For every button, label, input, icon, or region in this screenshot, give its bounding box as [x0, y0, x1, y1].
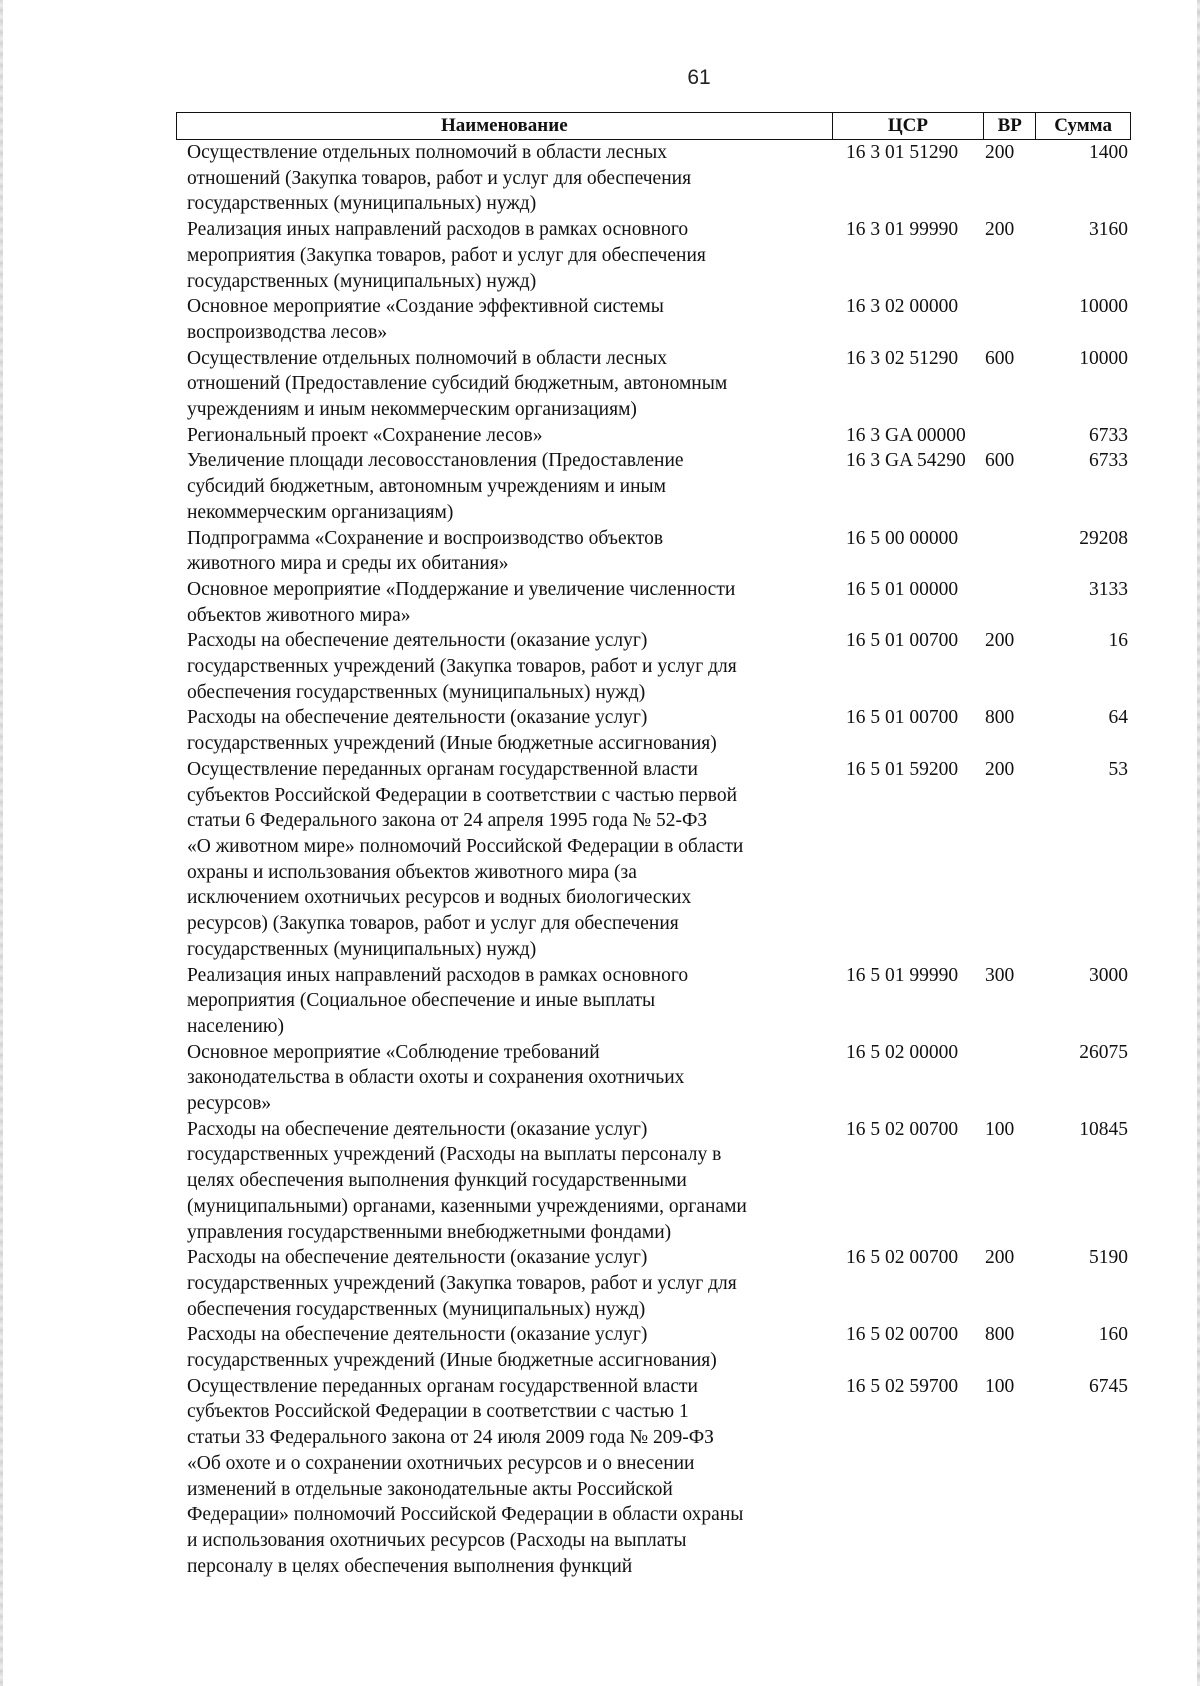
row-sum: 6733: [1089, 424, 1128, 446]
row-name-line: субъектов Российской Федерации в соответствии с частью 1: [187, 1401, 689, 1423]
row-name-line: охраны и использования объектов животного мира (за: [187, 861, 637, 883]
row-name-line: отношений (Закупка товаров, работ и услуг для обеспечения: [187, 167, 692, 189]
row-name-line: Расходы на обеспечение деятельности (оказание услуг): [187, 1118, 648, 1140]
row-name-line: статьи 6 Федерального закона от 24 апреля 1995 года № 52-ФЗ: [187, 810, 708, 832]
row-sum: 6745: [1089, 1375, 1128, 1397]
row-csr: 16 3 GA 54290: [846, 450, 966, 472]
row-name: [176, 1117, 832, 1246]
row-name-line: Осуществление переданных органам государственной власти: [187, 758, 698, 780]
table-row: [176, 346, 1131, 423]
row-sum: 10000: [1079, 347, 1128, 369]
row-name: [176, 1245, 832, 1322]
row-name-line: (муниципальными) органами, казенными учреждениями, органами: [187, 1195, 747, 1217]
row-name-line: мероприятия (Социальное обеспечение и иные выплаты: [187, 990, 656, 1012]
table-row: [176, 705, 1131, 756]
row-vr: 200: [985, 142, 1015, 163]
row-name-line: Основное мероприятие «Соблюдение требований: [187, 1041, 600, 1063]
row-sum: 26075: [1079, 1041, 1128, 1063]
row-name: [176, 577, 832, 628]
row-csr: 16 5 01 59200: [846, 758, 959, 780]
row-sum: 3133: [1089, 578, 1128, 600]
row-vr: 800: [985, 707, 1015, 729]
row-name: [176, 628, 832, 705]
row-vr: 100: [985, 1118, 1015, 1140]
row-name-line: отношений (Предоставление субсидий бюджетным, автономным: [187, 373, 728, 395]
row-vr: 100: [985, 1375, 1015, 1397]
row-sum: 5190: [1089, 1247, 1128, 1269]
row-name-line: учреждениям и иным некоммерческим организациям): [187, 399, 637, 421]
row-name: [176, 963, 832, 1040]
row-name-line: Подпрограмма «Сохранение и воспроизводство объектов: [187, 527, 664, 549]
table-row: [176, 526, 1131, 577]
budget-table: [176, 112, 1131, 1579]
row-name-line: статьи 33 Федерального закона от 24 июля 2009 года № 209-ФЗ: [187, 1427, 714, 1449]
table-row: [176, 628, 1131, 705]
row-sum: 3000: [1089, 964, 1128, 986]
row-sum: 53: [1108, 758, 1128, 780]
row-sum: 1400: [1089, 142, 1128, 163]
row-name: [176, 140, 832, 217]
table-row: [176, 448, 1131, 525]
row-name-line: Расходы на обеспечение деятельности (оказание услуг): [187, 707, 648, 729]
row-vr: 200: [985, 758, 1015, 780]
row-name: [176, 294, 832, 345]
row-name: [176, 1040, 832, 1117]
row-name-line: государственных (муниципальных) нужд): [187, 270, 537, 292]
row-sum: 64: [1108, 707, 1128, 729]
row-name-line: государственных учреждений (Закупка товаров, работ и услуг для: [187, 656, 737, 678]
row-csr: 16 5 01 00700: [846, 707, 959, 729]
row-name-line: «О животном мире» полномочий Российской Федерации в области: [187, 835, 744, 857]
row-name-line: государственных (муниципальных) нужд): [187, 193, 537, 215]
row-name-line: государственных учреждений (Расходы на выплаты персоналу в: [187, 1144, 722, 1166]
header-csr: ЦСР: [832, 113, 984, 139]
row-name-line: объектов животного мира»: [187, 604, 411, 626]
row-name-line: законодательства в области охоты и сохранения охотничьих: [187, 1067, 685, 1089]
row-csr: 16 5 02 00700: [846, 1324, 959, 1346]
row-csr: 16 5 02 00700: [846, 1247, 959, 1269]
row-name-line: государственных (муниципальных) нужд): [187, 938, 537, 960]
row-name-line: ресурсов) (Закупка товаров, работ и услуг для обеспечения: [187, 913, 679, 935]
row-name-line: Увеличение площади лесовосстановления (Предоставление: [187, 450, 684, 472]
row-sum: 10000: [1079, 296, 1128, 318]
row-vr: 200: [985, 1247, 1015, 1269]
row-csr: 16 5 01 00000: [846, 578, 959, 600]
row-name-line: и использования охотничьих ресурсов (Расходы на выплаты: [187, 1529, 687, 1551]
table-row: [176, 1374, 1131, 1580]
row-csr: 16 5 02 00700: [846, 1118, 959, 1140]
row-name-line: государственных учреждений (Иные бюджетные ассигнования): [187, 1350, 717, 1372]
table-row: [176, 757, 1131, 963]
row-name-line: животного мира и среды их обитания»: [187, 553, 509, 575]
row-name-line: Осуществление отдельных полномочий в области лесных: [187, 142, 667, 163]
row-name-line: ресурсов»: [187, 1093, 272, 1115]
table-row: [176, 577, 1131, 628]
row-name-line: исключением охотничьих ресурсов и водных биологических: [187, 887, 692, 909]
table-row: [176, 294, 1131, 345]
row-name-line: Основное мероприятие «Поддержание и увеличение численности: [187, 578, 736, 600]
row-vr: [984, 1040, 1036, 1117]
row-csr: 16 3 01 51290: [846, 142, 959, 163]
row-name-line: «Об охоте и о сохранении охотничьих ресурсов и о внесении: [187, 1452, 695, 1474]
row-name-line: персоналу в целях обеспечения выполнения функций: [187, 1555, 633, 1577]
header-vr: ВР: [983, 113, 1035, 139]
table-row: [176, 1040, 1131, 1117]
row-name-line: Региональный проект «Сохранение лесов»: [187, 424, 543, 446]
table-row: [176, 1322, 1131, 1373]
row-csr: 16 3 GA 00000: [846, 424, 966, 446]
row-name-line: государственных учреждений (Закупка товаров, работ и услуг для: [187, 1272, 737, 1294]
row-name-line: обеспечения государственных (муниципальных) нужд): [187, 681, 646, 703]
row-name: [176, 757, 832, 963]
row-sum: 16: [1108, 630, 1128, 652]
row-name-line: Осуществление отдельных полномочий в области лесных: [187, 347, 667, 369]
row-sum: 3160: [1089, 219, 1128, 241]
row-csr: 16 5 01 99990: [846, 964, 959, 986]
row-name-line: Расходы на обеспечение деятельности (оказание услуг): [187, 1324, 648, 1346]
row-csr: 16 3 01 99990: [846, 219, 959, 241]
row-vr: 300: [985, 964, 1015, 986]
row-vr: 200: [985, 630, 1015, 652]
row-vr: [984, 577, 1036, 628]
row-name-line: Федерации» полномочий Российской Федерации в области охраны: [187, 1504, 744, 1526]
page-number: 61: [687, 66, 711, 89]
row-name: [176, 217, 832, 294]
row-csr: 16 3 02 00000: [846, 296, 959, 318]
row-sum: 29208: [1079, 527, 1128, 549]
row-name-line: Основное мероприятие «Создание эффективной системы: [187, 296, 664, 318]
table-row: [176, 217, 1131, 294]
row-name-line: обеспечения государственных (муниципальных) нужд): [187, 1298, 646, 1320]
row-name: [176, 448, 832, 525]
row-name: [176, 1374, 832, 1580]
row-vr: 600: [985, 347, 1015, 369]
row-name-line: воспроизводства лесов»: [187, 321, 388, 343]
row-name-line: Осуществление переданных органам государственной власти: [187, 1375, 698, 1397]
row-sum: 6733: [1089, 450, 1128, 472]
row-vr: [984, 423, 1036, 449]
row-vr: 600: [985, 450, 1015, 472]
row-csr: 16 5 01 00700: [846, 630, 959, 652]
row-name-line: населению): [187, 1015, 284, 1037]
header-sum: Сумма: [1035, 113, 1130, 139]
row-sum: 160: [1098, 1324, 1128, 1346]
table-row: [176, 423, 1131, 449]
table-row: [176, 140, 1131, 217]
row-vr: [984, 526, 1036, 577]
table-row: [176, 1117, 1131, 1246]
row-vr: [984, 294, 1036, 345]
row-name-line: Расходы на обеспечение деятельности (оказание услуг): [187, 630, 648, 652]
row-csr: 16 5 02 00000: [846, 1041, 959, 1063]
row-name-line: управления государственными внебюджетными фондами): [187, 1221, 672, 1243]
row-name-line: Реализация иных направлений расходов в рамках основного: [187, 964, 689, 986]
row-name: [176, 423, 832, 449]
header-name: Наименование: [440, 115, 568, 136]
row-vr: 200: [985, 219, 1015, 241]
table-row: [176, 963, 1131, 1040]
row-name: [176, 1322, 832, 1373]
row-name-line: мероприятия (Закупка товаров, работ и услуг для обеспечения: [187, 244, 706, 266]
scan-edge-left: [0, 0, 3, 1686]
row-name-line: целях обеспечения выполнения функций государственными: [187, 1170, 687, 1192]
row-vr: 800: [985, 1324, 1015, 1346]
row-csr: 16 5 00 00000: [846, 527, 959, 549]
row-name-line: изменений в отдельные законодательные акты Российской: [187, 1478, 673, 1500]
row-sum: 10845: [1079, 1118, 1128, 1140]
table-row: [176, 1245, 1131, 1322]
row-name-line: субъектов Российской Федерации в соответствии с частью первой: [187, 784, 738, 806]
row-csr: 16 3 02 51290: [846, 347, 959, 369]
row-name-line: субсидий бюджетным, автономным учреждениям и иным: [187, 476, 666, 498]
row-name-line: Расходы на обеспечение деятельности (оказание услуг): [187, 1247, 648, 1269]
row-csr: 16 5 02 59700: [846, 1375, 959, 1397]
table-header-row: [176, 112, 1131, 140]
row-name: [176, 346, 832, 423]
row-name: [176, 526, 832, 577]
table-body: [176, 140, 1131, 1579]
row-name-line: государственных учреждений (Иные бюджетные ассигнования): [187, 733, 717, 755]
row-name-line: Реализация иных направлений расходов в рамках основного: [187, 219, 689, 241]
row-name: [176, 705, 832, 756]
row-name-line: некоммерческим организациям): [187, 501, 454, 523]
